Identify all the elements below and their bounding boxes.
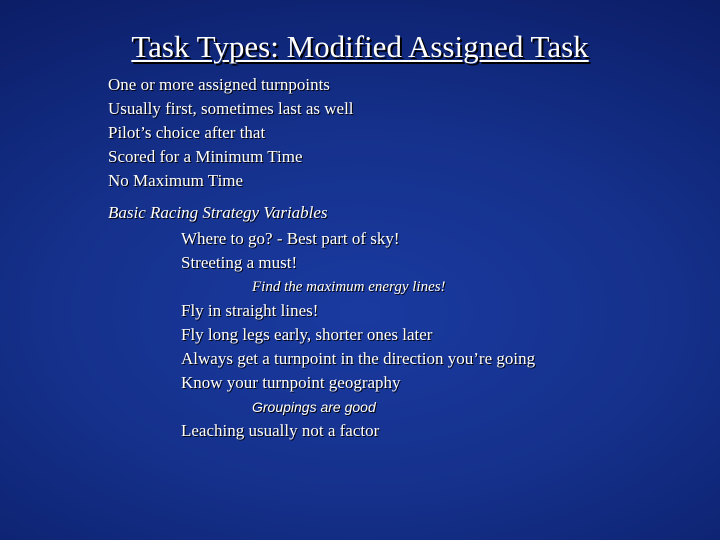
bullet-assigned-turnpoints: One or more assigned turnpoints xyxy=(108,75,330,94)
strategy-item-straight-lines: Fly in straight lines! xyxy=(181,301,319,320)
bullet-pilots-choice: Pilot’s choice after that xyxy=(108,123,266,142)
bullet-no-maximum-time: No Maximum Time xyxy=(108,171,244,190)
strategy-subitem-energy-lines: Find the maximum energy lines! xyxy=(252,279,446,295)
bullet-usually-first: Usually first, sometimes last as well xyxy=(108,99,354,118)
strategy-subitem-groupings: Groupings are good xyxy=(252,399,376,415)
strategy-item-leaching: Leaching usually not a factor xyxy=(181,421,380,440)
strategy-item-streeting: Streeting a must! xyxy=(181,253,298,272)
section-heading: Basic Racing Strategy Variables xyxy=(108,203,328,222)
strategy-item-turnpoint-direction: Always get a turnpoint in the direction you’re going xyxy=(181,349,536,368)
bullet-minimum-time: Scored for a Minimum Time xyxy=(108,147,303,166)
slide-title: Task Types: Modified Assigned Task xyxy=(131,29,589,64)
strategy-item-where-to-go: Where to go? - Best part of sky! xyxy=(181,229,400,248)
strategy-item-turnpoint-geography: Know your turnpoint geography xyxy=(181,373,401,392)
strategy-item-long-legs: Fly long legs early, shorter ones later xyxy=(181,325,433,344)
